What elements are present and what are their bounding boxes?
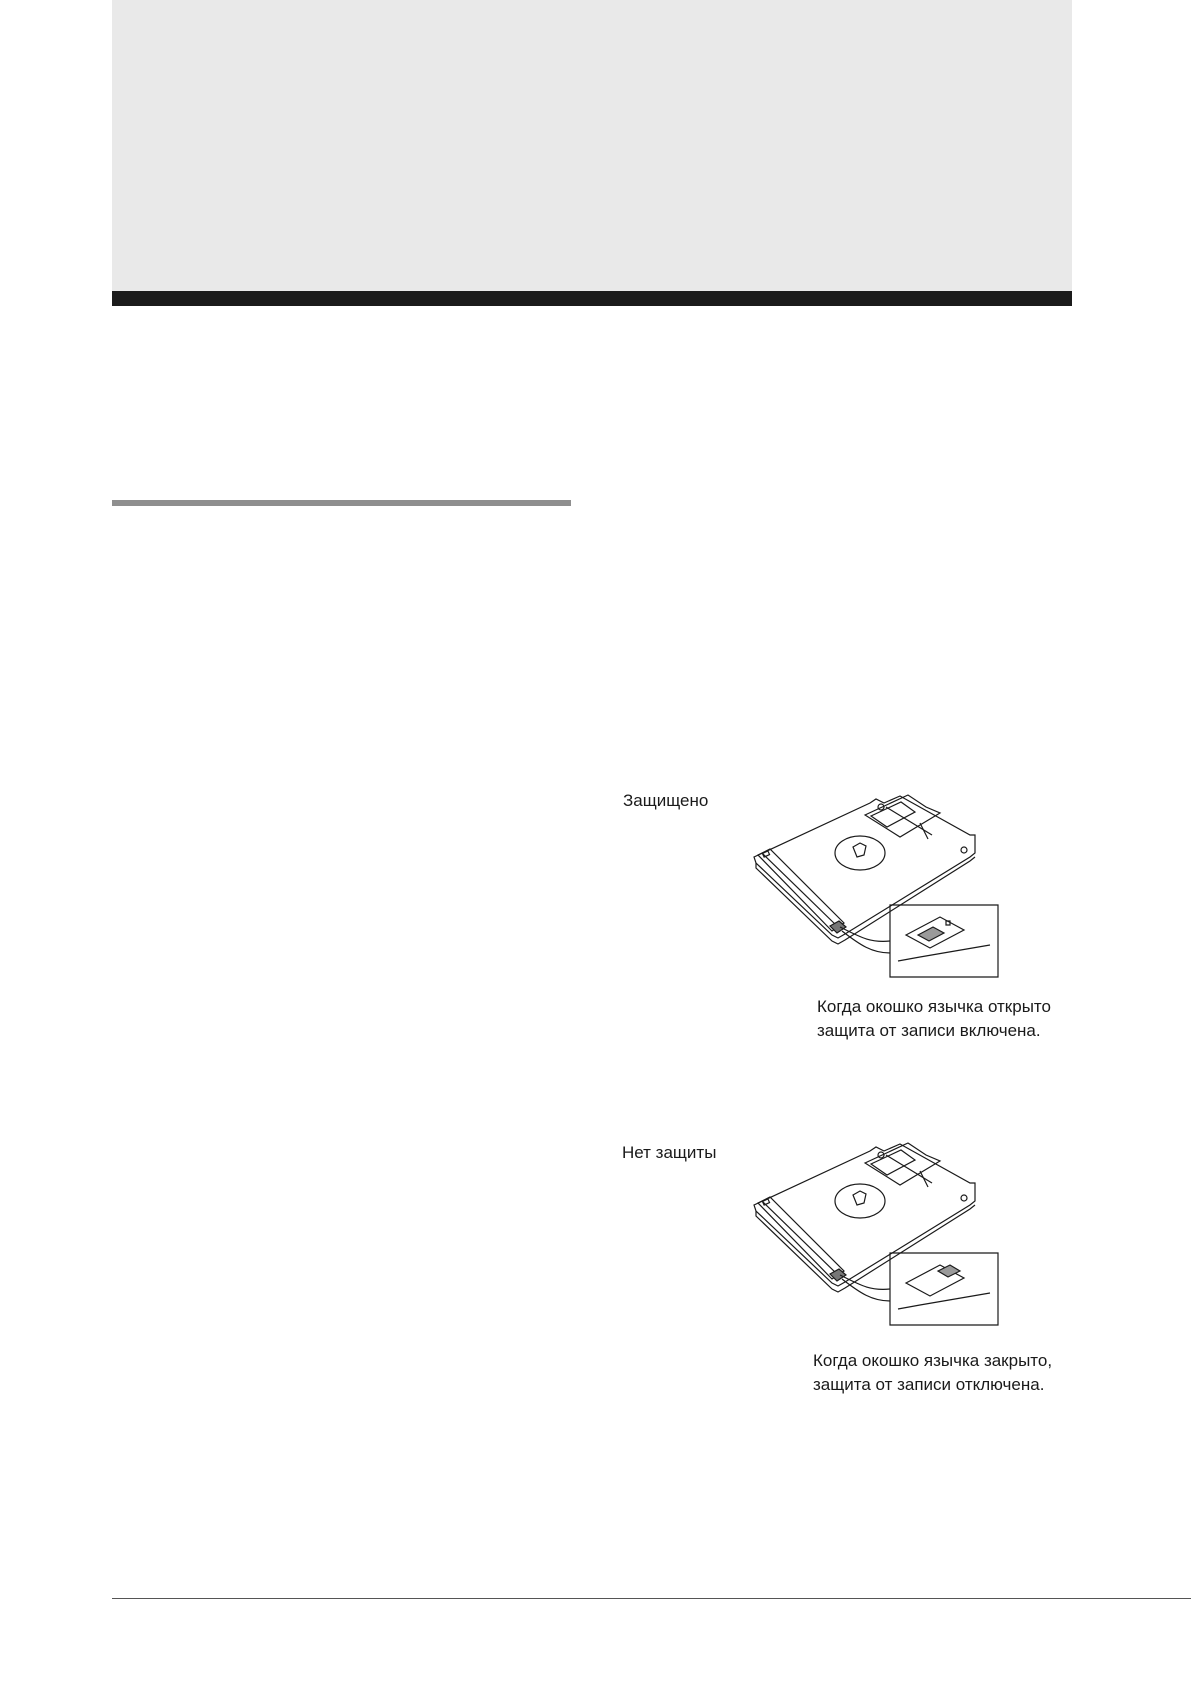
header-rule: [112, 291, 1072, 306]
figure-label-protected: Защищено: [623, 791, 709, 810]
tab-slider: [918, 927, 944, 941]
floppy-disk-protected-illustration: [750, 795, 1030, 985]
section-rule: [112, 500, 571, 506]
footer-rule: [112, 1598, 1191, 1599]
leader-line: [840, 927, 890, 941]
disk-hub: [835, 1184, 885, 1218]
caption-line-2: защита от записи включена.: [817, 1021, 1041, 1040]
floppy-disk-unprotected-illustration: [750, 1143, 1030, 1333]
caption-line-2: защита от записи отключена.: [813, 1375, 1045, 1394]
header-band: [112, 0, 1072, 291]
shutter-window: [865, 795, 940, 837]
figure-label-unprotected: Нет защиты: [622, 1143, 717, 1162]
caption-line-1: Когда окошко язычка закрыто,: [813, 1351, 1053, 1370]
leader-line: [840, 1275, 890, 1289]
figure-caption-unprotected: [813, 1349, 1052, 1397]
tab-slider: [938, 1265, 960, 1277]
caption-line-1: Когда окошко язычка открыто: [817, 997, 1051, 1016]
disk-body: [754, 1144, 975, 1286]
figure-caption-protected: [817, 995, 1051, 1043]
disk-body: [754, 796, 975, 938]
disk-hub: [835, 836, 885, 870]
shutter-window: [865, 1143, 940, 1185]
